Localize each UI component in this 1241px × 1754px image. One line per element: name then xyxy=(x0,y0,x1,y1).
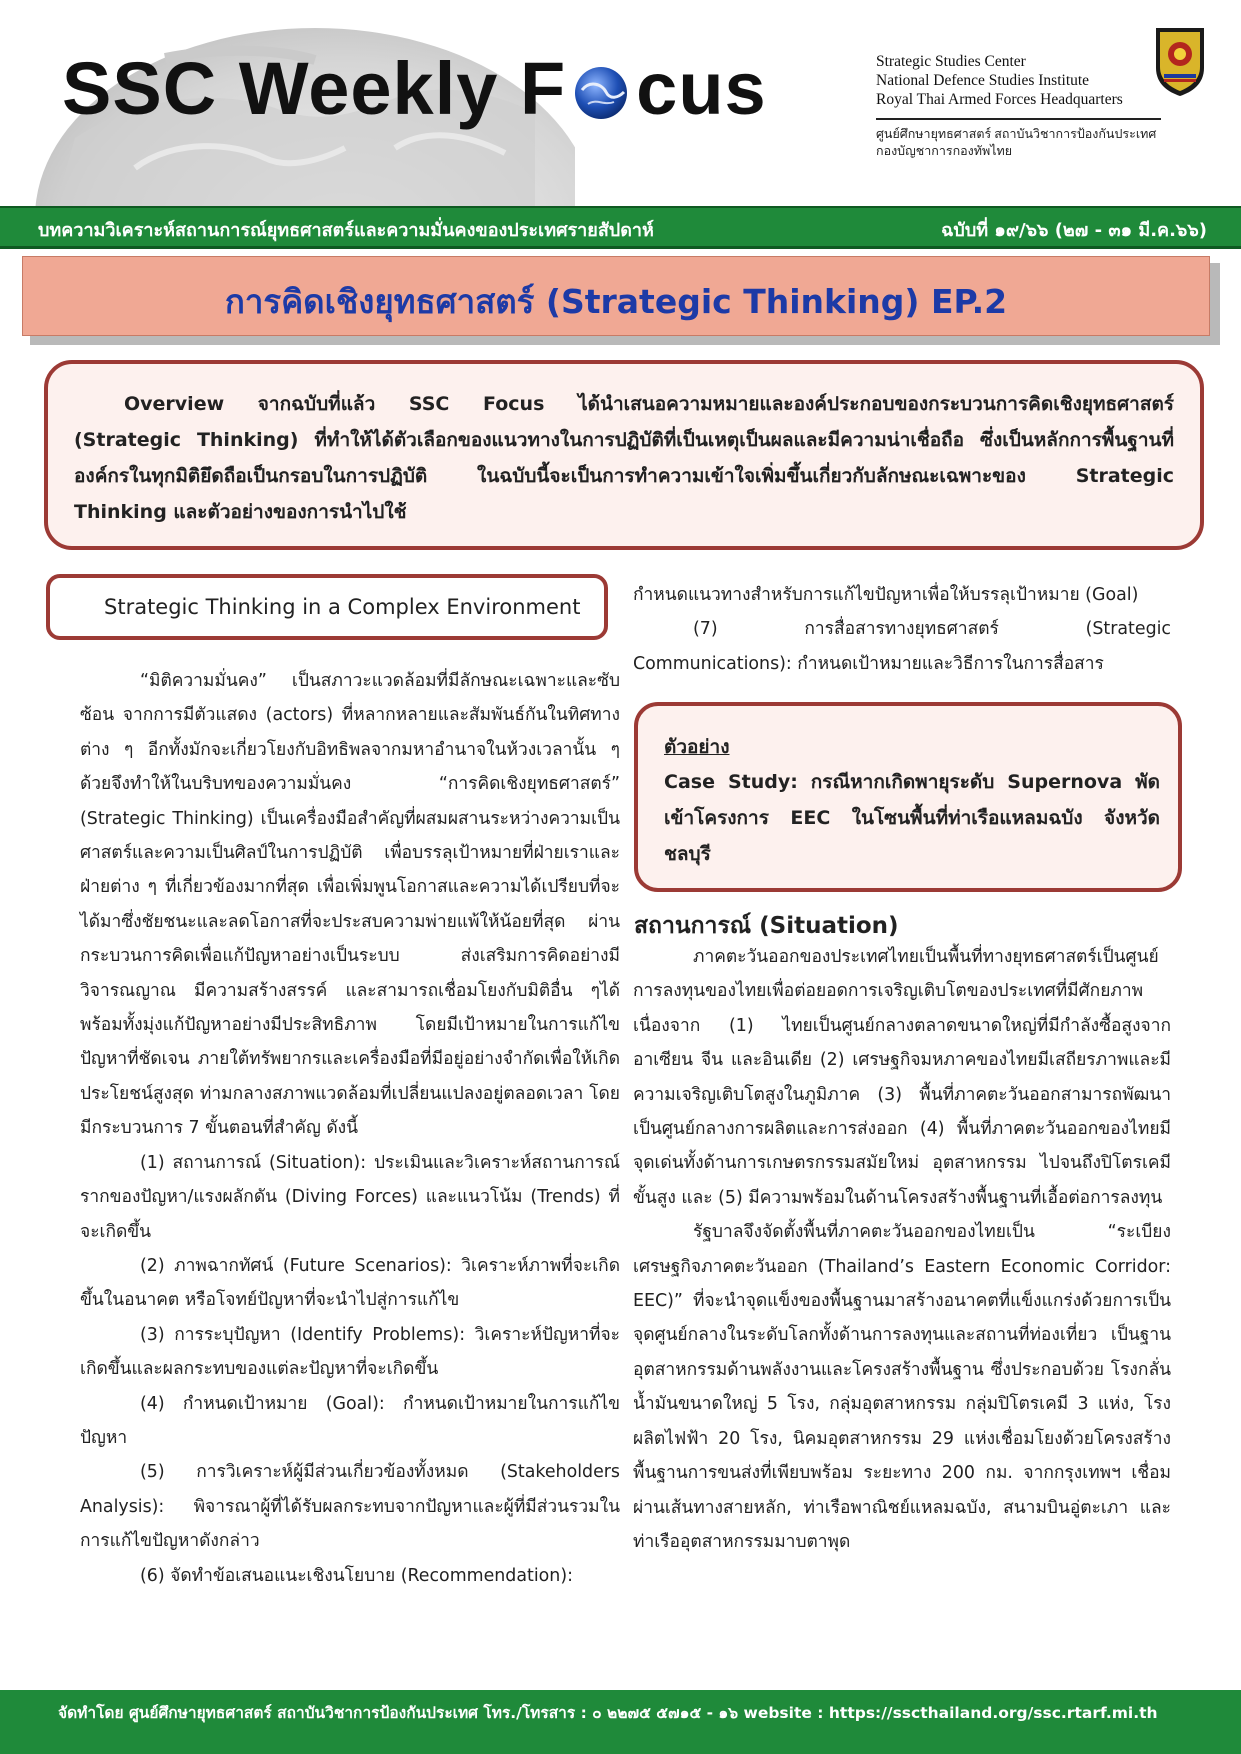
continued-text: กำหนดแนวทางสำหรับการแก้ไขปัญหาเพื่อให้บรรลุเป้าหมาย (Goal) xyxy=(633,585,1139,605)
step-item: (6) จัดทำข้อเสนอแนะเชิงนโยบาย (Recommendation): xyxy=(140,1565,573,1586)
page-title: การคิดเชิงยุทธศาสตร์ (Strategic Thinking) EP.2 xyxy=(224,282,1008,321)
divider xyxy=(876,118,1161,120)
step-item: (1) สถานการณ์ (Situation): ประเมินและวิเคราะห์สถานการณ์ รากของปัญหา/แรงผลักดัน (Diving Forces) และแนวโน้ม (Trends) ที่จะเกิดขึ้น xyxy=(80,1152,620,1242)
overview-text: Overview จากฉบับที่แล้ว SSC Focus ได้นำเสนอความหมายและองค์ประกอบของกระบวนการคิดเชิงยุทธศาสตร์ (Strategic Thinking) ที่ทำให้ได้ตัวเลือกของแนวทางในการปฏิบัติที่เป็นเหตุเป็นผลและมีความน่าเชื่อถือ ซึ่งเป็นหลักการพื้นฐานที่องค์กรในทุกมิติยึดถือเป็นกรอบในการปฏิบัติ ในฉบับนี้จะเป็นการทำความเข้าใจเพิ่มขึ้นเกี่ยวกับลักษณะเฉพาะของ Strategic Thinking และตัวอย่างของการนำไปใช้ xyxy=(74,393,1174,523)
example-box xyxy=(634,702,1182,892)
institution-english: Strategic Studies Center National Defence Studies Institute Royal Thai Armed Forces Headquarters xyxy=(876,53,1123,108)
left-column xyxy=(80,664,620,1593)
eec-paragraph: รัฐบาลจึงจัดตั้งพื้นที่ภาคตะวันออกของไทยเป็น “ระเบียงเศรษฐกิจภาคตะวันออก (Thailand’s Eastern Economic Corridor: EEC)” ที่จะนำจุดแข็งของพื้นฐานมาสร้างอนาคตที่แข็งแกร่งด้วยการเป็นจุดศูนย์กลางในระดับโลกทั้งด้านการลงทุนและสถานที่ท่องเที่ยว เป็นฐานอุตสาหกรรมด้านพลังงานและโครงสร้างพื้นฐาน ซึ่งประกอบด้วย โรงกลั่นน้ำมันขนาดใหญ่ 5 โรง, กลุ่มอุตสาหกรรม กลุ่มปิโตรเคมี 3 แห่ง, โรงผลิตไฟฟ้า 20 โรง, นิคมอุตสาหกรรม 29 แห่งเชื่อมโยงด้วยโครงสร้างพื้นฐานการขนส่งที่เพียบพร้อม ระยะทาง 200 กม. จากกรุงเทพฯ เชื่อมผ่านเส้นทางสายหลัก, ท่าเรือพาณิชย์แหลมฉบัง, สนามบินอู่ตะเภา และท่าเรืออุตสาหกรรมมาบตาพุด xyxy=(633,1222,1171,1552)
step-item: (3) การระบุปัญหา (Identify Problems): วิเคราะห์ปัญหาที่จะเกิดขึ้นและผลกระทบของแต่ละปัญหาที่จะเกิดขึ้น xyxy=(80,1324,620,1380)
brand-title: SSC Weekly F cus xyxy=(62,47,767,130)
step-item: (7) การสื่อสารทางยุทธศาสตร์ (Strategic Communications): กำหนดเป้าหมายและวิธีการในการสื่อสาร xyxy=(633,619,1171,674)
issue-number: ฉบับที่ ๑๙/๖๖ (๒๗ - ๓๑ มี.ค.๖๖) xyxy=(941,220,1207,241)
globe-o-icon xyxy=(568,62,634,120)
series-description: บทความวิเคราะห์สถานการณ์ยุทธศาสตร์และความมั่นคงของประเทศรายสัปดาห์ xyxy=(38,220,654,241)
example-label: ตัวอย่าง xyxy=(664,736,730,758)
example-text: Case Study: กรณีหากเกิดพายุระดับ Supernova พัดเข้าโครงการ EEC ในโซนพื้นที่ท่าเรือแหลมฉบัง จังหวัดชลบุรี xyxy=(664,771,1160,865)
armed-forces-emblem-icon xyxy=(1152,24,1208,98)
issue-bar xyxy=(0,206,1241,249)
overview-box xyxy=(44,360,1204,550)
masthead xyxy=(0,0,1241,206)
right-column xyxy=(633,940,1171,1559)
section-heading-box xyxy=(46,574,608,640)
step-item: (5) การวิเคราะห์ผู้มีส่วนเกี่ยวข้องทั้งหมด (Stakeholders Analysis): พิจารณาผู้ที่ได้รับผลกระทบจากปัญหาและผู้ที่มีส่วนรวมในการแก้ไขปัญหาดังกล่าว xyxy=(80,1462,620,1552)
institution-thai: ศูนย์ศึกษายุทธศาสตร์ สถาบันวิชาการป้องกันประเทศ กองบัญชาการกองทัพไทย xyxy=(876,127,1157,158)
right-column-top xyxy=(633,578,1171,681)
footer xyxy=(0,1690,1241,1754)
situation-heading: สถานการณ์ (Situation) xyxy=(634,913,899,939)
step-item: (4) กำหนดเป้าหมาย (Goal): กำหนดเป้าหมายในการแก้ไขปัญหา xyxy=(80,1393,620,1448)
situation-paragraph: ภาคตะวันออกของประเทศไทยเป็นพื้นที่ทางยุทธศาสตร์เป็นศูนย์การลงทุนของไทยเพื่อต่อยอดการเจริญเติบโตของประเทศที่มีศักยภาพ เนื่องจาก (1) ไทยเป็นศูนย์กลางตลาดขนาดใหญ่ที่มีกำลังซื้อสูงจากอาเซียน จีน และอินเดีย (2) เศรษฐกิจมหภาคของไทยมีเสถียรภาพและมีความเจริญเติบโตสูงในภูมิภาค (3) พื้นที่ภาคตะวันออกสามารถพัฒนาเป็นศูนย์กลางการผลิตและการส่งออก (4) พื้นที่ภาคตะวันออกของไทยมีจุดเด่นทั้งด้านการเกษตรกรรมสมัยใหม่ อุตสาหกรรม ไปจนถึงปิโตรเคมีขั้นสูง และ (5) มีความพร้อมในด้านโครงสร้างพื้นฐานที่เอื้อต่อการลงทุน xyxy=(633,947,1171,1208)
step-item: (2) ภาพฉากทัศน์ (Future Scenarios): วิเคราะห์ภาพที่จะเกิดขึ้นในอนาคต หรือโจทย์ปัญหาที่จะนำไปสู่การแก้ไข xyxy=(80,1255,620,1311)
section-heading: Strategic Thinking in a Complex Environment xyxy=(104,595,581,619)
title-banner xyxy=(22,256,1210,336)
intro-paragraph: “มิติความมั่นคง” เป็นสภาวะแวดล้อมที่มีลักษณะเฉพาะและซับซ้อน จากการมีตัวแสดง (actors) ที่หลากหลายและสัมพันธ์กันในทิศทางต่าง ๆ อีกทั้งมักจะเกี่ยวโยงกับอิทธิพลจากมหาอำนาจในห้วงเวลานั้น ๆ ด้วยจึงทำให้ในบริบทของความมั่นคง “การคิดเชิงยุทธศาสตร์” (Strategic Thinking) เป็นเครื่องมือสำคัญที่ผสมผสานระหว่างความเป็นศาสตร์และความเป็นศิลป์ในการปฏิบัติ เพื่อบรรลุเป้าหมายที่ฝ่ายเราและฝ่ายต่าง ๆ ที่เกี่ยวข้องมากที่สุด เพื่อเพิ่มพูนโอกาสและความได้เปรียบที่จะได้มาซึ่งชัยชนะและลดโอกาสที่จะประสบความพ่ายแพ้ให้น้อยที่สุด ผ่านกระบวนการคิดเพื่อแก้ปัญหาอย่างเป็นระบบ ส่งเสริมการคิดอย่างมีวิจารณญาณ มีความสร้างสรรค์ และสามารถเชื่อมโยงกับมิติอื่น ๆได้ พร้อมทั้งมุ่งแก้ปัญหาอย่างมีประสิทธิภาพ โดยมีเป้าหมายในการแก้ไขปัญหาที่ชัดเจน ภายใต้ทรัพยากรและเครื่องมือที่มีอยู่อย่างจำกัดเพื่อให้เกิดประโยชน์สูงสุด ท่ามกลางสภาพแวดล้อมที่เปลี่ยนแปลงอยู่ตลอดเวลา โดยมีกระบวนการ 7 ขั้นตอนที่สำคัญ ดังนี้ xyxy=(80,671,620,1139)
footer-text: จัดทำโดย ศูนย์ศึกษายุทธศาสตร์ สถาบันวิชาการป้องกันประเทศ โทร./โทรสาร : ๐ ๒๒๗๕ ๕๗๑๕ - ๑๖ website : https://sscthailand.org/ssc.rtarf.mi.th xyxy=(58,1704,1158,1722)
